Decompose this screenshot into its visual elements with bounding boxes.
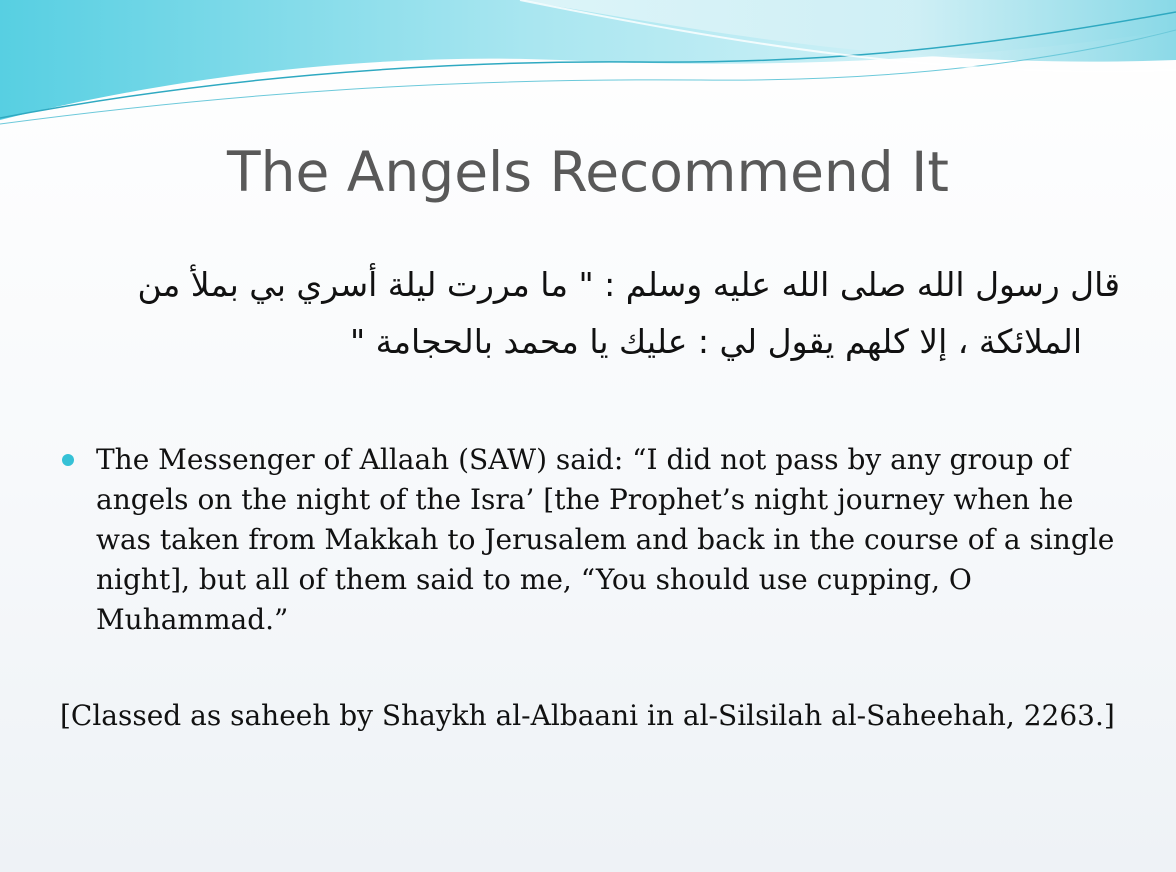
bullet-line: Muhammad.” bbox=[96, 603, 289, 636]
round-bullet-icon bbox=[62, 454, 74, 466]
header-wave-decoration bbox=[0, 0, 1176, 140]
bullet-text bbox=[96, 440, 1118, 640]
bullet-line: night], but all of them said to me, “You should use cupping, O bbox=[96, 563, 972, 596]
arabic-hadith-text bbox=[60, 256, 1120, 370]
citation-text: [Classed as saheeh by Shaykh al-Albaani in al-Silsilah al-Saheehah, 2263.] bbox=[60, 699, 1115, 732]
bullet-line: The Messenger of Allaah (SAW) said: “I did not pass by any group of bbox=[96, 443, 1070, 476]
slide-title: The Angels Recommend It bbox=[227, 140, 949, 204]
bullet-line: was taken from Makkah to Jerusalem and back in the course of a single bbox=[96, 523, 1115, 556]
arabic-line-1: قال رسول الله صلى الله عليه وسلم : " ما مررت ليلة أسري بي بملأ من bbox=[137, 265, 1120, 304]
arabic-line-2: الملائكة ، إلا كلهم يقول لي : عليك يا محمد بالحجامة " bbox=[349, 322, 1082, 361]
bullet-line: angels on the night of the Isra’ [the Prophet’s night journey when he bbox=[96, 483, 1074, 516]
